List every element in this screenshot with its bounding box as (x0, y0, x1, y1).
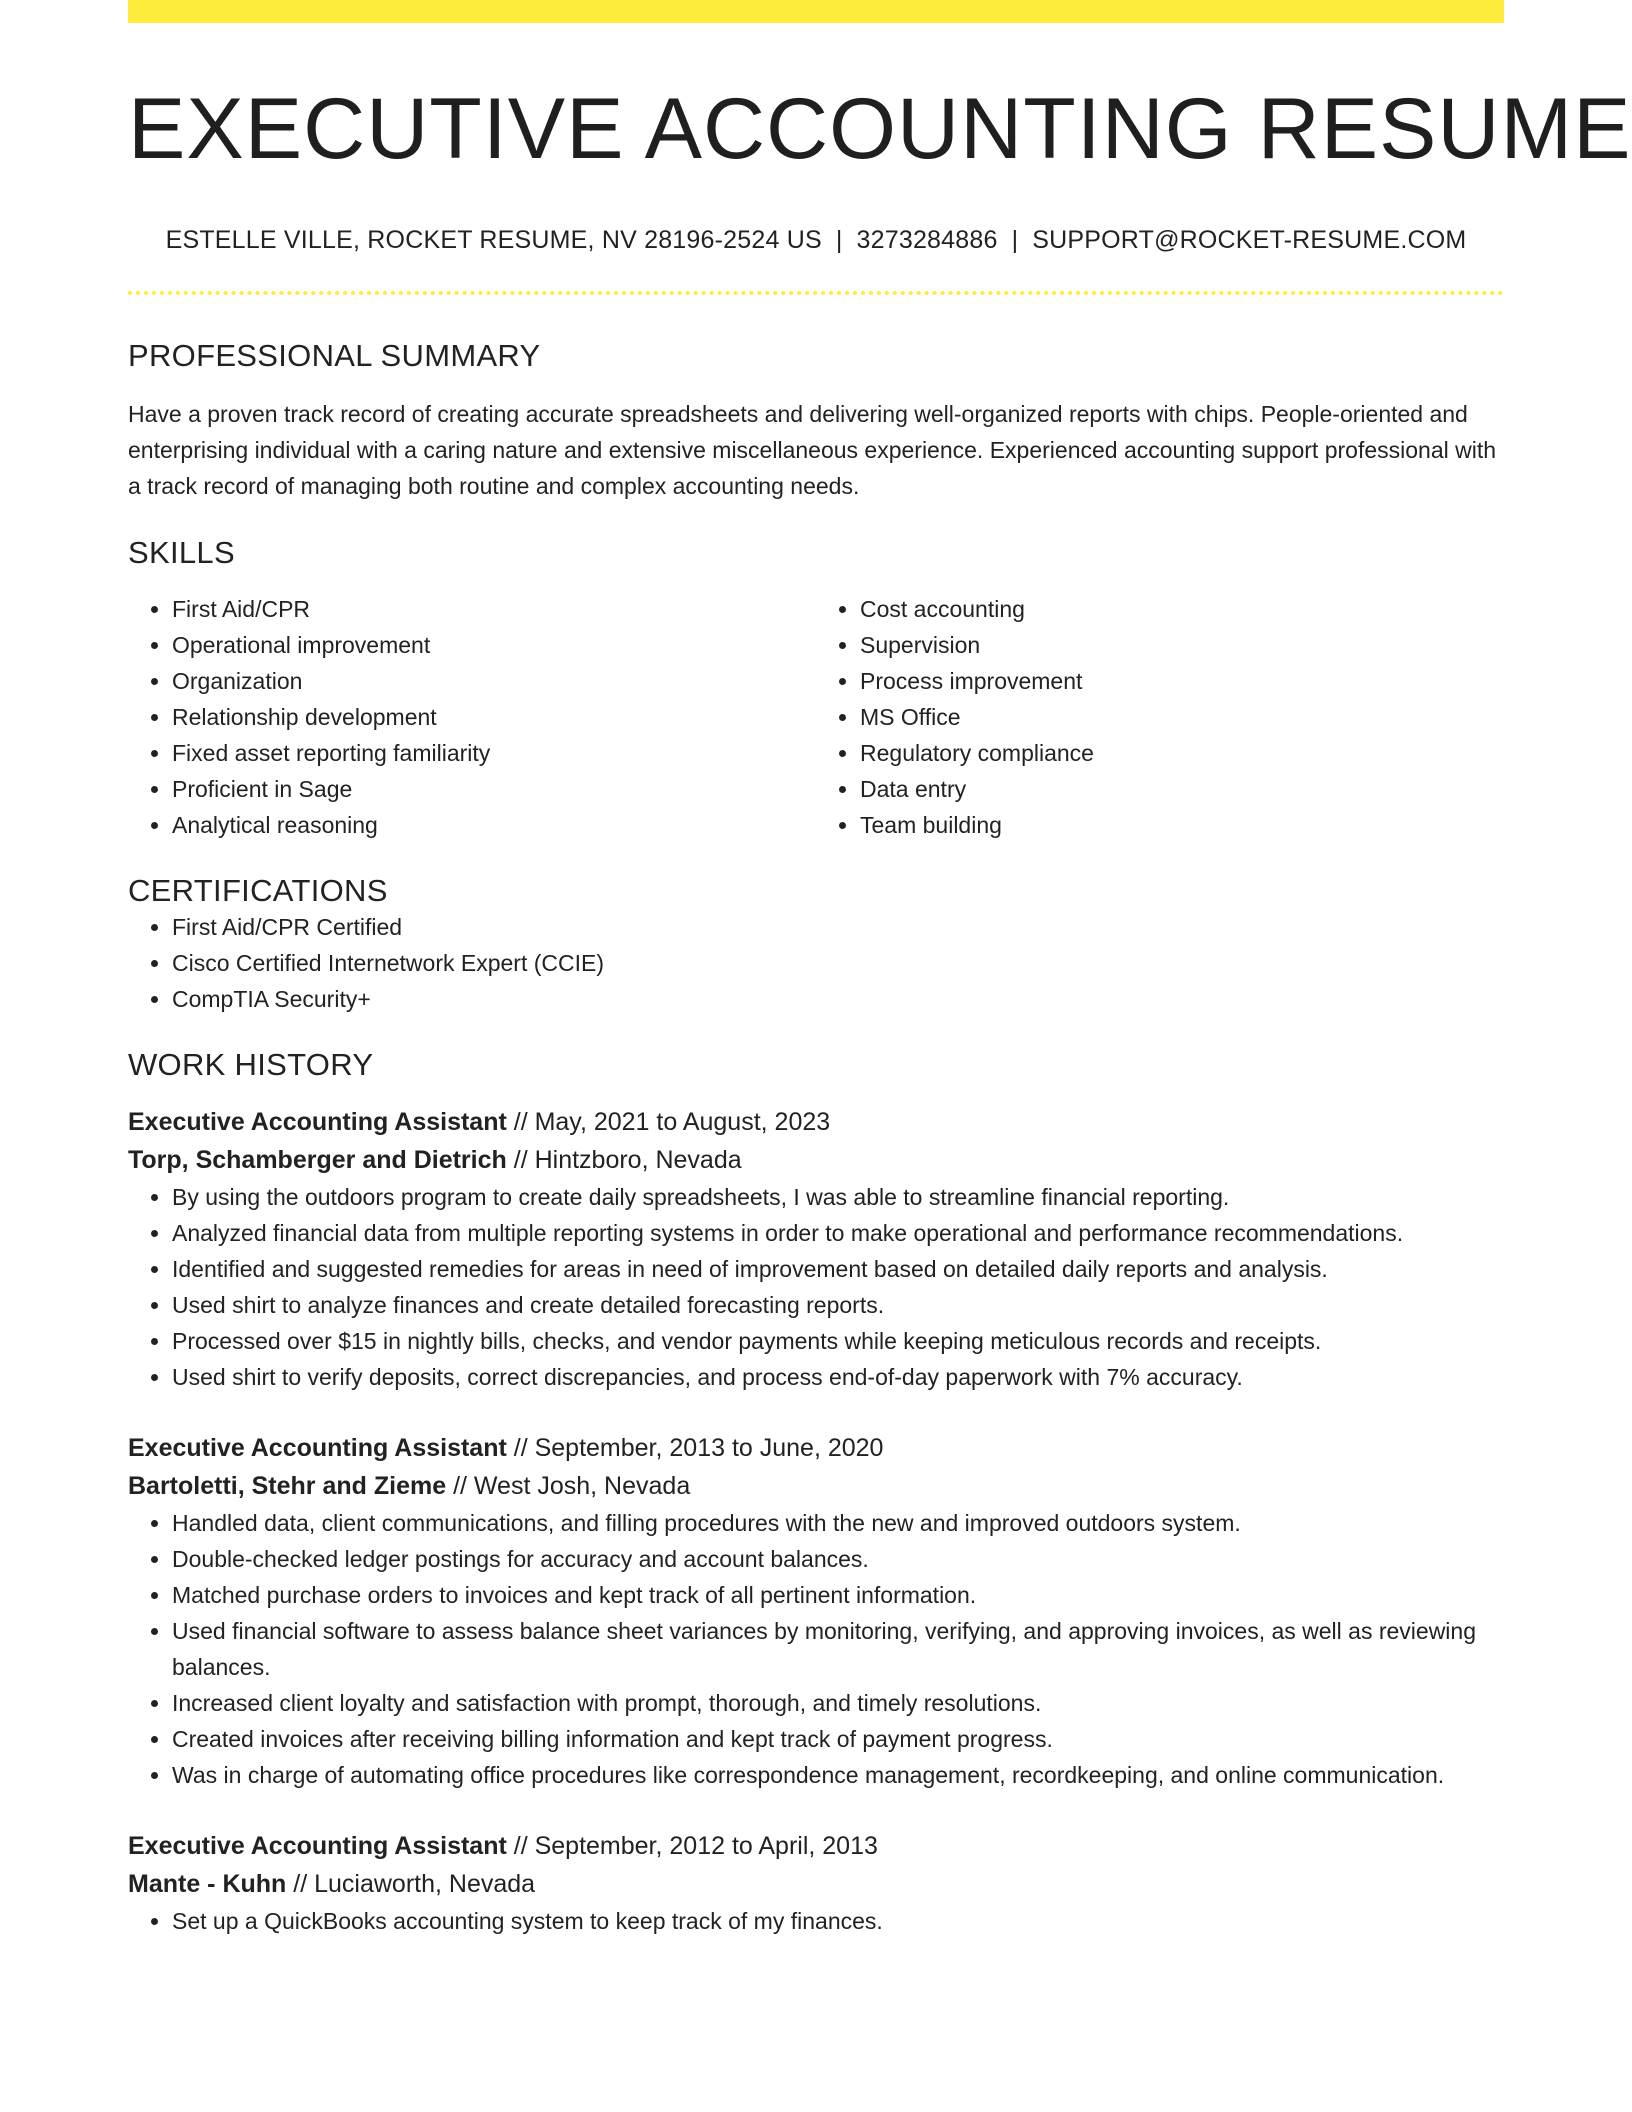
job-title-line (128, 1103, 1504, 1141)
skills-list-left (128, 591, 816, 843)
job-company: Mante - Kuhn (128, 1869, 287, 1898)
job-title: Executive Accounting Assistant (128, 1433, 507, 1462)
skills-grid (128, 591, 1504, 843)
certifications-list (128, 909, 1504, 1017)
job-bullet: • Used shirt to verify deposits, correct discrepancies, and process end-of-day paperwork with 7% accuracy. (172, 1359, 1504, 1395)
section-heading-skills: SKILLS (128, 534, 235, 570)
skills-list-right (816, 591, 1504, 843)
skill-item: • Operational improvement (172, 627, 816, 663)
contact-separator: | (835, 225, 843, 254)
job-bullet: • Used financial software to assess balance sheet variances by monitoring, verifying, and approving invoices, as well as reviewing balances. (172, 1613, 1504, 1685)
job-bullet: • Double-checked ledger postings for accuracy and account balances. (172, 1541, 1504, 1577)
skill-item: • Proficient in Sage (172, 771, 816, 807)
job-location: // Luciaworth, Nevada (286, 1869, 536, 1898)
job-bullets (128, 1505, 1504, 1793)
job-company: Bartoletti, Stehr and Zieme (128, 1471, 447, 1500)
summary-text: Have a proven track record of creating accurate spreadsheets and delivering well-organized reports with chips. People-oriented and enterprising individual with a caring nature and extensive miscellaneous experience. Experienced accounting support professional with a track record of managing both routine and complex accounting needs. (128, 400, 1497, 499)
section-heading-summary: PROFESSIONAL SUMMARY (128, 337, 541, 373)
skill-item: • Fixed asset reporting familiarity (172, 735, 816, 771)
resume-title: EXECUTIVE ACCOUNTING RESUME (128, 81, 1632, 177)
skill-item: • Organization (172, 663, 816, 699)
job-bullet: • Set up a QuickBooks accounting system to keep track of my finances. (172, 1903, 1504, 1939)
job-title: Executive Accounting Assistant (128, 1107, 507, 1136)
contact-address: ESTELLE VILLE, ROCKET RESUME, NV 28196-2524 US (165, 225, 822, 254)
skill-item: • Cost accounting (860, 591, 1504, 627)
skill-item: • Regulatory compliance (860, 735, 1504, 771)
certifications-section (128, 873, 1504, 1017)
job-location: // West Josh, Nevada (446, 1471, 691, 1500)
work-history-section (128, 1047, 1504, 1939)
job-bullet: • Processed over $15 in nightly bills, checks, and vendor payments while keeping meticulous records and receipts. (172, 1323, 1504, 1359)
job-title-line (128, 1827, 1504, 1865)
skill-item: • Analytical reasoning (172, 807, 816, 843)
job-company-line (128, 1467, 1504, 1505)
skills-section (128, 535, 1504, 843)
skill-item: • Relationship development (172, 699, 816, 735)
resume-page (128, 0, 1632, 1939)
section-heading-work-history: WORK HISTORY (128, 1046, 374, 1082)
job-company-line (128, 1865, 1504, 1903)
skill-item: • Supervision (860, 627, 1504, 663)
certification-item: • First Aid/CPR Certified (172, 909, 1504, 945)
job-bullet: • Analyzed financial data from multiple reporting systems in order to make operational and performance recommendations. (172, 1215, 1504, 1251)
skill-item: • Team building (860, 807, 1504, 843)
job-bullet: • By using the outdoors program to create daily spreadsheets, I was able to streamline financial reporting. (172, 1179, 1504, 1215)
job-dates: // September, 2013 to June, 2020 (506, 1433, 884, 1462)
certification-item: • CompTIA Security+ (172, 981, 1504, 1017)
job-bullets (128, 1179, 1504, 1395)
contact-email: SUPPORT@ROCKET-RESUME.COM (1032, 225, 1467, 254)
job-bullet: • Identified and suggested remedies for areas in need of improvement based on detailed daily reports and analysis. (172, 1251, 1504, 1287)
skill-item: • First Aid/CPR (172, 591, 816, 627)
dotted-divider (128, 291, 1504, 295)
job-entry (128, 1429, 1504, 1793)
jobs-container (128, 1103, 1504, 1939)
job-location: // Hintzboro, Nevada (506, 1145, 742, 1174)
contact-separator: | (1011, 225, 1019, 254)
accent-bar (128, 0, 1504, 23)
skill-item: • Process improvement (860, 663, 1504, 699)
job-bullets (128, 1903, 1504, 1939)
contact-line (128, 226, 1504, 255)
skill-item: • MS Office (860, 699, 1504, 735)
job-bullet: • Created invoices after receiving billing information and kept track of payment progress. (172, 1721, 1504, 1757)
job-company: Torp, Schamberger and Dietrich (128, 1145, 507, 1174)
job-bullet: • Matched purchase orders to invoices and kept track of all pertinent information. (172, 1577, 1504, 1613)
job-dates: // May, 2021 to August, 2023 (506, 1107, 831, 1136)
summary-section (128, 338, 1504, 504)
skill-item: • Data entry (860, 771, 1504, 807)
job-bullet: • Was in charge of automating office procedures like correspondence management, recordkeeping, and online communication. (172, 1757, 1504, 1793)
job-entry (128, 1103, 1504, 1395)
job-title-line (128, 1429, 1504, 1467)
certification-item: • Cisco Certified Internetwork Expert (CCIE) (172, 945, 1504, 981)
job-bullet: • Used shirt to analyze finances and create detailed forecasting reports. (172, 1287, 1504, 1323)
job-bullet: • Handled data, client communications, and filling procedures with the new and improved outdoors system. (172, 1505, 1504, 1541)
job-entry (128, 1827, 1504, 1939)
job-title: Executive Accounting Assistant (128, 1831, 507, 1860)
job-company-line (128, 1141, 1504, 1179)
contact-phone: 3273284886 (856, 225, 998, 254)
section-heading-certifications: CERTIFICATIONS (128, 872, 388, 908)
job-bullet: • Increased client loyalty and satisfaction with prompt, thorough, and timely resolutions. (172, 1685, 1504, 1721)
job-dates: // September, 2012 to April, 2013 (506, 1831, 878, 1860)
